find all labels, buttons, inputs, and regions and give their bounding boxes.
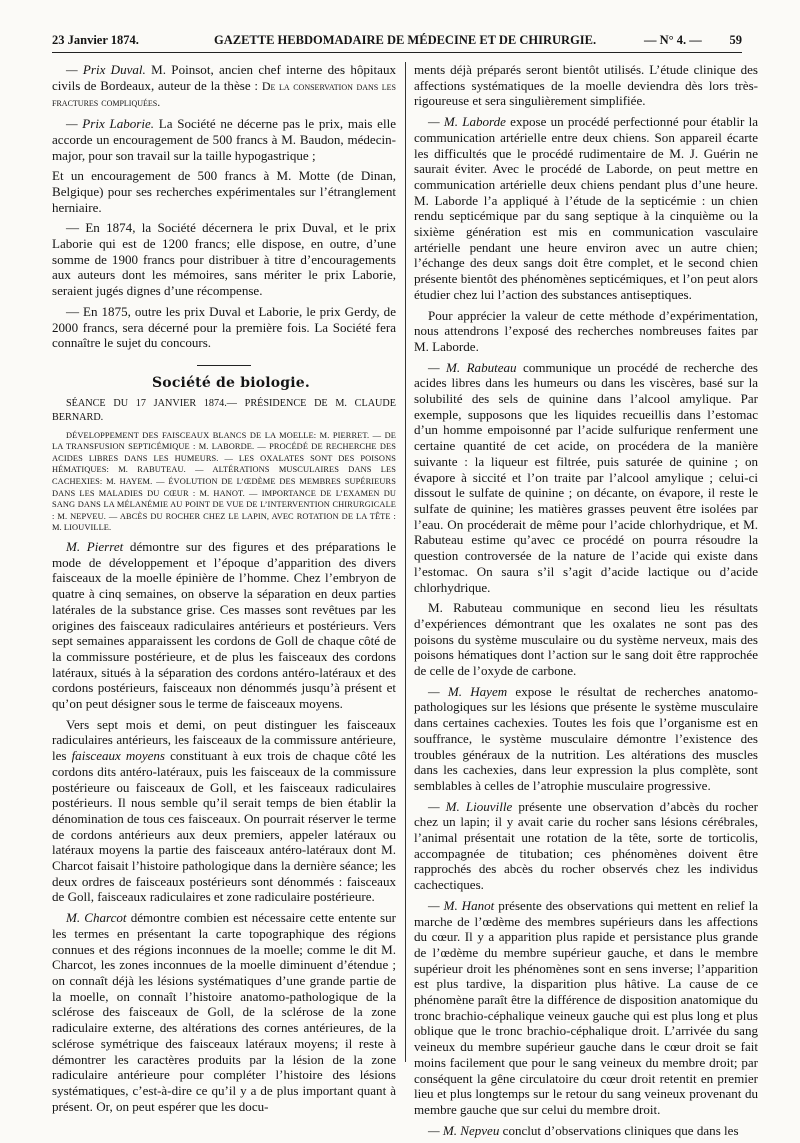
paragraph-hayem: — M. Hayem expose le résultat de recherches anatomo-pathologiques sur les lésions que présente le système musculaire dans certaines cachexies. Toutes les fois que l’organisme est en souffrance, le système musculaire démontre l’existence des troubles généraux de la nutrition. Les altérations des muscles dans les cachexies, dans leur expression la plus complète, sont semblables à celles de l’atrophie musculaire progressive. [414, 683, 758, 793]
paragraph-prix-duval: — Prix Duval. M. Poinsot, ancien chef interne des hôpitaux civils de Bordeaux, auteur de la thèse : De la conservation dans les fractures compliquées. [52, 62, 397, 110]
paragraph-encouragement: Et un encouragement de 500 francs à M. Motte (de Dinan, Belgique) pour ses recherches expérimentales sur l’étranglement herniaire. [52, 168, 396, 215]
issue-number: — N° 4. — [644, 33, 702, 47]
section-title: Société de biologie. [151, 374, 310, 391]
paragraph-hanot: — M. Hanot présente des observations qui mettent en relief la marche de l’œdème des membres supérieurs dans les affections du cœur. Il y a apparition plus rapide et persistance plus grande de l’œdème du membre supérieur gauche, et dans le membre supérieur droit les phénomènes sont en sens inverse; l’apparition est plus tardive, la disparition plus hâtive. La cause de ce phénomène paraît être la différence de disposition anatomique du tronc brachio-céphalique veineux gauche qui est plus long et plus oblique que le tronc brachio-céphalique droit. L’arrivée du sang veineux du membre supérieur gauche dans le cœur droit se fait moins facilement que pour le sang veineux du membre droit; par conséquent la gêne circulatoire du cœur droit retentit en premier lieu et plus longtemps sur le retour du sang veineux provenant du membre gauche que sur celui du membre droit. [414, 897, 758, 1117]
column-divider [405, 62, 406, 1062]
left-column [52, 62, 396, 1119]
paragraph-apprecier: Pour apprécier la valeur de cette méthode d’expérimentation, nous attendrons l’exposé des recherches nombreuses faites par M. Laborde. [414, 307, 758, 354]
paragraph-sept-mois: Vers sept mois et demi, on peut distinguer les faisceaux radiculaires antérieurs, les faisceaux de la commissure antérieure, les faisceaux moyens constituant à eux trois de chaque côté les cordons dits antéro-latéraux, puis les faisceaux de la commissure postérieure ou faisceaux de Goll, et les faisceaux radiculaires postérieurs. Il nous semble qu’il serait temps de bien établir la dénomination de tous ces faisceaux. On pourrait réserver le terme de cordons antérieurs aux deux premiers, appeler latéraux ou latéraux moyens la partie des faisceaux antéro-latéraux dont M. Charcot faisait l’histoire pathologique dans la dernière séance; les deux ordres de faisceaux postérieurs sont dénommés : faisceaux de Goll, faisceaux radiculaires et zone radiculaire postérieure. [52, 716, 397, 905]
paragraph-nepveu: — M. Nepveu conclut d’observations cliniques que dans les [428, 1122, 739, 1138]
paragraph-1874: — En 1874, la Société décernera le prix Duval, et le prix Laborie qui est de 1200 francs; elle dispose, en outre, d’une somme de 1900 francs pour distribuer à titre d’encouragements aux auteurs dont les mémoires, sans mériter le prix Laborie, seraient jugés dignes d’une récompense. [52, 220, 396, 299]
session-summary: DÉVELOPPEMENT DES FAISCEAUX BLANCS DE LA MOELLE: M. PIERRET. — DE LA TRANSFUSION SEPTICÉMIQUE : M. LABORDE. — PROCÉDÉ DE RECHERCHE DES ACIDES LIBRES DANS LES HUMEURS. — LES OXALATES SONT DES POISONS HÉMATIQUES: M. RABUTEAU. — ALTÉRATIONS MUSCULAIRES DANS LES CACHEXIES: M. HAYEM. — ÉVOLUTION DE L’ŒDÈME DES MEMBRES SUPÉRIEURS DANS LES MALADIES DU CŒUR : M. HANOT. — IMPORTANCE DE L’EXAMEN DU SANG DANS LA MÉLANÉMIE AU POINT DE VUE DE L’INTERVENTION CHIRURGICALE : M. NEPVEU. — ABCÈS DU ROCHER CHEZ LE LAPIN, AVEC ROTATION DE LA TÊTE : M. LIOUVILLE. [52, 430, 396, 533]
page-number: 59 [729, 33, 742, 47]
issue-date: 23 Janvier 1874. [52, 33, 139, 47]
paragraph-liouville: — M. Liouville présente une observation d’abcès du rocher chez un lapin; il y avait carie du rocher sans lésions cérébrales, l’animal présentait une rotation de la tête, sorte de torticolis, accompagnée de titubation; ces phénomènes doivent être rapprochés des abcès du rocher observés chez les individus cachectiques. [414, 798, 758, 893]
paragraph-rabuteau-oxalates: M. Rabuteau communique en second lieu les résultats d’expériences démontrant que les oxalates ne sont pas des poisons du système musculaire ou du système nerveux, mais des poisons hématiques dont l’action sur le sang doit être rapprochée de celle de l’oxyde de carbone. [414, 600, 758, 679]
paragraph-charcot: M. Charcot démontre combien est nécessaire cette entente sur les termes en présentant la carte topographique des régions connues et des régions inconnues de la moelle; comme le dit M. Charcot, les zones inconnues de la moelle diminuent d’étendue ; on connaît déjà les lésions systématiques d’une grande partie de la moelle, on connaît l’histoire anatomo-pathologique de la sclérose des faisceaux de Goll, de la sclérose de la zone radiculaire externe, des altérations des cornes antérieures, de la sclérose symétrique des faisceaux latéraux moyens; il reste à démontrer les caractères produits par la lésion de la zone radiculaire antérieure pour compléter l’histoire des lésions systématiques, c’est-à-dire ce qu’il y a de plus important quant à présent. Or, on peut espérer que les docu- [52, 910, 396, 1114]
page-header [52, 30, 742, 53]
journal-title: GAZETTE HEBDOMADAIRE DE MÉDECINE ET DE CHIRURGIE. [214, 33, 597, 47]
paragraph-pierret: M. Pierret démontre sur des figures et des préparations le mode de développement et l’époque d’apparition des divers faisceaux de la moelle épinière de l’homme. Chez l’embryon de quatre à cinq semaines, on observe la séparation en deux parties latérales de la substance grise. Ces masses sont revêtues par les origines des faisceaux radiculaires antérieurs et postérieurs. Vers sept semaines apparaissent les cordons de Goll de chaque côté de la commissure postérieure, et de plus les faisceaux des cordons latéraux, situés à la séparation des cordons antéro-latéraux et des cordons postérieurs, faisceaux non dénommés jusqu’à présent et qu’on peut désigner sous le terme de faisceaux moyens. [52, 539, 397, 712]
section-rule [197, 365, 251, 366]
paragraph-rabuteau: — M. Rabuteau communique un procédé de recherche des acides libres dans les humeurs ou dans les viscères, basé sur la solubilité des sels de quinine dans l’alcool amylique. Par exemple, supposons que les liquides recueillis dans l’estomac d’un homme empoisonné par l’acide sulfurique renferment une certaine quantité de cet acide, on procédera de la manière suivante : la liqueur est filtrée, puis saturée de quinine ; on évapore à siccité et l’on traite par l’alcool amylique ; celui-ci dissout le sulfate de quinine ; on décante, on évapore, il reste le sulfate de quinine; les matières grasses peuvent être isolées par l’eau. On procéderait de même pour l’acide chlorhydrique, et M. Rabuteau estime qu’avec ce procédé on pourra résoudre la question controversée de la nature de l’acide qui existe dans l’estomac. On saura s’il s’agit d’acide lactique ou d’acide chlorhydrique. [414, 359, 759, 595]
right-column [414, 62, 758, 1143]
paragraph-prix-laborie: — Prix Laborie. La Société ne décerne pas le prix, mais elle accorde un encouragement de 500 francs à M. Baudon, médecin-major, pour son travail sur la taille hypogastrique ; [52, 116, 397, 163]
paragraph-1875: — En 1875, outre les prix Duval et Laborie, le prix Gerdy, de 2000 francs, sera décerné pour la première fois. La Société fera connaître le sujet du concours. [52, 303, 396, 351]
paragraph-laborde: — M. Laborde expose un procédé perfectionné pour établir la communication artérielle entre deux chiens. Son appareil écarte les difficultés que le procédé rudimentaire de M. J. Guérin ne saurait éviter. Avec le procédé de Laborde, on peut mettre en communication artérielle deux chiens pendant plus d’une heure. M. Laborde l’a appliqué à l’étude de la septicémie : un chien rendu septicémique par du sang septique à la cinquième ou la sixième génération est mis en communication vasculaire artérielle pendant une heure environ avec un autre chien; l’échange des deux sangs doit être complet, et le second chien présente bientôt des phénomènes septicémiques, et l’on peut alors étudier chez lui l’action des substances antiseptiques. [414, 114, 758, 302]
paragraph-continuation: ments déjà préparés seront bientôt utilisés. L’étude clinique des affections systématiques de la moelle deviendra dès lors très-rigoureuse et sera singulièrement simplifiée. [414, 62, 758, 109]
seance-line: SÉANCE DU 17 JANVIER 1874.— PRÉSIDENCE DE M. CLAUDE BERNARD. [52, 397, 396, 423]
